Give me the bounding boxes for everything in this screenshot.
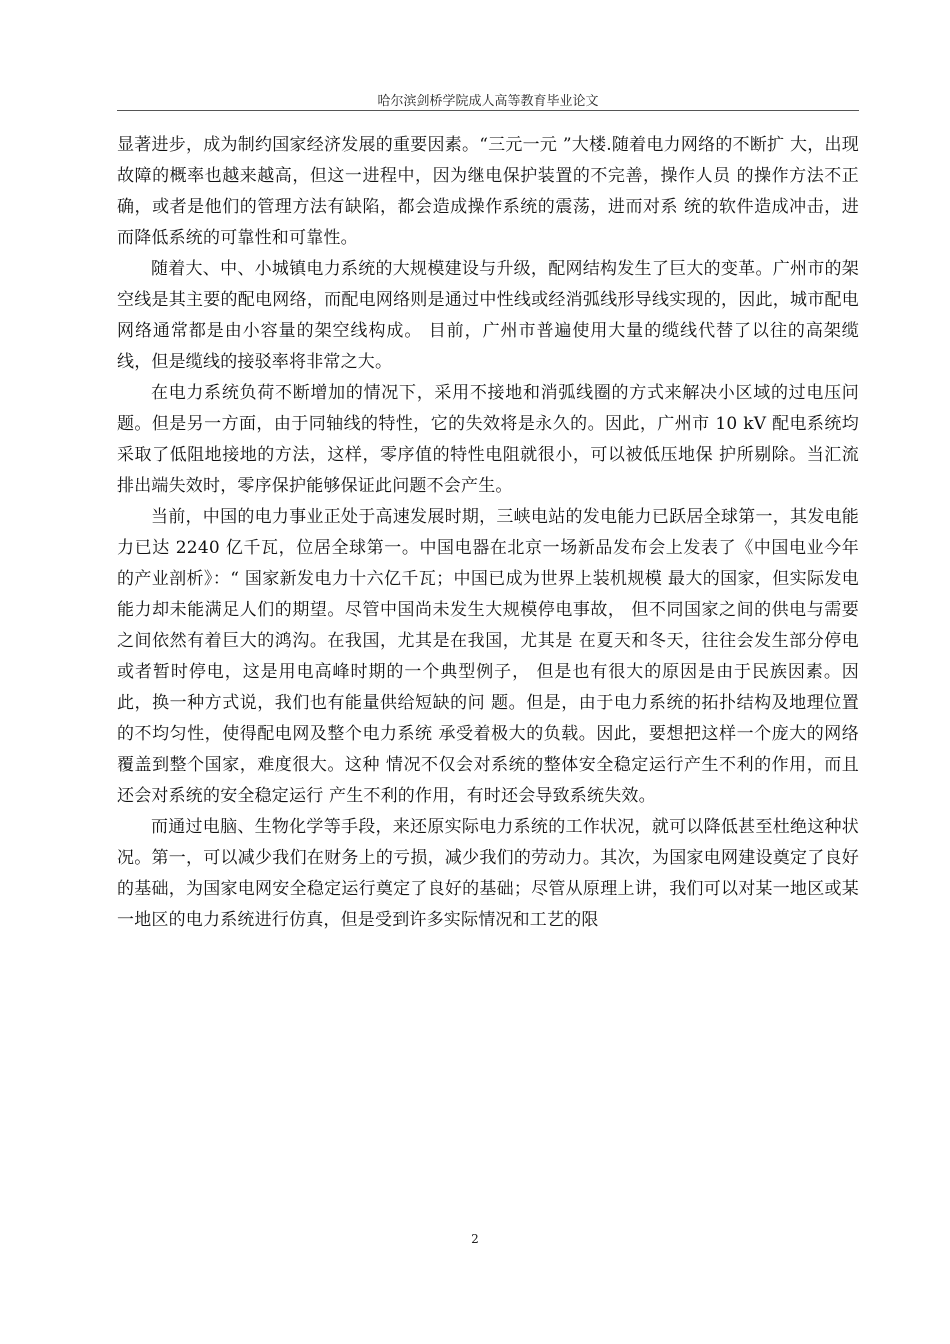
page-number: 2 [471,1232,479,1246]
paragraph-3: 在电力系统负荷不断增加的情况下，采用不接地和消弧线圈的方式来解决小区域的过电压问题。但是另一方面，由于同轴线的特性，它的失效将是永久的。因此，广州市 10 kV 配电系统均采取了低阻地接地的方法，这样，零序值的特性电阻就很小，可以被低压地保 护所剔除。当汇流排出端失效时，零序保护能够保证此问题不会产生。 [117,383,859,496]
header-divider [117,110,859,111]
paragraph-4: 当前，中国的电力事业正处于高速发展时期，三峡电站的发电能力已跃居全球第一，其发电能力已达 2240 亿千瓦，位居全球第一。中国电器在北京一场新品发布会上发表了《中国电业今年的产业剖析》：“ 国家新发电力十六亿千瓦；中国已成为世界上装机规模 最大的国家，但实际发电能力却未能满足人们的期望。尽管中国尚未发生大规模停电事故， 但不同国家之间的供电与需要之间依然有着巨大的鸿沟。在我国，尤其是在我国，尤其是 在夏天和冬天，往往会发生部分停电或者暂时停电，这是用电高峰时期的一个典型例子， 但是也有很大的原因是由于民族因素。因此，换一种方式说，我们也有能量供给短缺的问 题。但是，由于电力系统的拓扑结构及地理位置的不均匀性，使得配电网及整个电力系统 承受着极大的负载。因此，要想把这样一个庞大的网络覆盖到整个国家，难度很大。这种 情况不仅会对系统的整体安全稳定运行产生不利的作用，而且还会对系统的安全稳定运行 产生不利的作用，有时还会导致系统失效。 [117,507,859,806]
paragraph-1: 显著进步，成为制约国家经济发展的重要因素。“三元一元 ”大楼.随着电力网络的不断扩 大，出现故障的概率也越来越高，但这一进程中，因为继电保护装置的不完善，操作人员 的操作方法不正确，或者是他们的管理方法有缺陷，都会造成操作系统的震荡，进而对系 统的软件造成冲击，进而降低系统的可靠性和可靠性。 [117,135,859,248]
body-text [117,130,859,936]
paragraph-5: 而通过电脑、生物化学等手段，来还原实际电力系统的工作状况，就可以降低甚至杜绝这种状况。第一，可以减少我们在财务上的亏损，减少我们的劳动力。其次，为国家电网建设奠定了良好的基础，为国家电网安全稳定运行奠定了良好的基础；尽管从原理上讲，我们可以对某一地区或某一地区的电力系统进行仿真，但是受到许多实际情况和工艺的限 [117,817,859,930]
paragraph-2: 随着大、中、小城镇电力系统的大规模建设与升级，配网结构发生了巨大的变革。广州市的架空线是其主要的配电网络，而配电网络则是通过中性线或经消弧线形导线实现的，因此，城市配电网络通常都是由小容量的架空线构成。 目前，广州市普遍使用大量的缆线代替了以往的高架缆线，但是缆线的接驳率将非常之大。 [117,259,859,372]
running-header: 哈尔滨剑桥学院成人高等教育毕业论文 [377,94,599,109]
